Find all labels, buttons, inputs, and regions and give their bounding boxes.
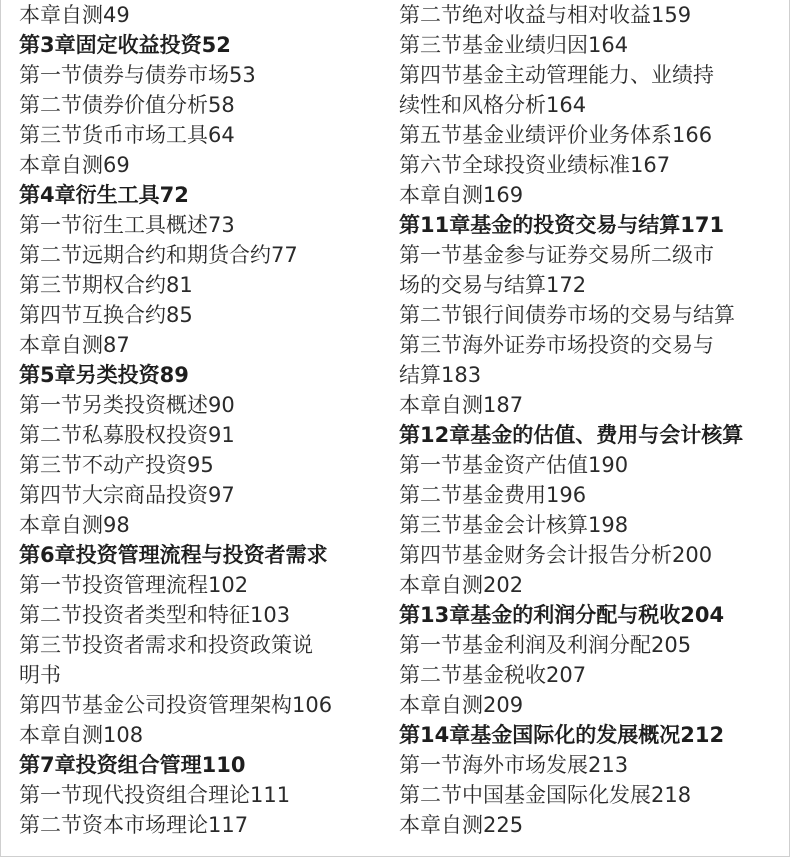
toc-chapter-heading: 第14章基金国际化的发展概况212 bbox=[399, 723, 725, 747]
toc-entry: 本章自测49 bbox=[19, 3, 130, 27]
toc-entry: 第一节债券与债券市场53 bbox=[19, 63, 256, 87]
toc-entry: 第五节基金业绩评价业务体系166 bbox=[399, 123, 713, 147]
toc-entry: 第四节基金财务会计报告分析200 bbox=[399, 543, 713, 567]
toc-chapter-heading: 第6章投资管理流程与投资者需求 bbox=[19, 543, 328, 567]
toc-entry: 本章自测87 bbox=[19, 333, 130, 357]
toc-entry: 本章自测98 bbox=[19, 513, 130, 537]
toc-entry: 第二节绝对收益与相对收益159 bbox=[399, 3, 692, 27]
toc-entry: 第三节投资者需求和投资政策说 bbox=[19, 633, 313, 657]
toc-entry: 第一节另类投资概述90 bbox=[19, 393, 235, 417]
toc-chapter-heading: 第4章衍生工具72 bbox=[19, 183, 189, 207]
toc-entry: 第二节基金税收207 bbox=[399, 663, 587, 687]
toc-chapter-heading: 第11章基金的投资交易与结算171 bbox=[399, 213, 725, 237]
toc-entry: 第二节债券价值分析58 bbox=[19, 93, 235, 117]
toc-entry: 本章自测169 bbox=[399, 183, 524, 207]
toc-entry: 第二节私募股权投资91 bbox=[19, 423, 235, 447]
toc-entry: 第一节基金资产估值190 bbox=[399, 453, 629, 477]
toc-right-column bbox=[399, 0, 784, 840]
toc-chapter-heading: 第3章固定收益投资52 bbox=[19, 33, 231, 57]
toc-chapter-heading: 第7章投资组合管理110 bbox=[19, 753, 246, 777]
toc-entry: 第一节海外市场发展213 bbox=[399, 753, 629, 777]
toc-chapter-heading: 第5章另类投资89 bbox=[19, 363, 189, 387]
toc-entry: 第三节不动产投资95 bbox=[19, 453, 214, 477]
toc-entry: 场的交易与结算172 bbox=[399, 273, 587, 297]
toc-entry: 第三节期权合约81 bbox=[19, 273, 193, 297]
toc-entry: 第二节资本市场理论117 bbox=[19, 813, 249, 837]
toc-entry: 第三节基金会计核算198 bbox=[399, 513, 629, 537]
toc-entry: 第一节投资管理流程102 bbox=[19, 573, 249, 597]
toc-chapter-heading: 第13章基金的利润分配与税收204 bbox=[399, 603, 725, 627]
toc-entry: 第三节基金业绩归因164 bbox=[399, 33, 629, 57]
toc-entry: 第四节基金公司投资管理架构106 bbox=[19, 693, 333, 717]
toc-chapter-heading: 第12章基金的估值、费用与会计核算 bbox=[399, 423, 744, 447]
toc-left-column bbox=[19, 0, 389, 840]
toc-entry: 第二节远期合约和期货合约77 bbox=[19, 243, 298, 267]
toc-entry: 第六节全球投资业绩标准167 bbox=[399, 153, 671, 177]
toc-entry: 第三节海外证券市场投资的交易与 bbox=[399, 333, 714, 357]
toc-entry: 本章自测108 bbox=[19, 723, 144, 747]
toc-entry: 第二节基金费用196 bbox=[399, 483, 587, 507]
toc-entry: 第三节货币市场工具64 bbox=[19, 123, 235, 147]
toc-entry: 续性和风格分析164 bbox=[399, 93, 587, 117]
toc-entry: 第一节现代投资组合理论111 bbox=[19, 783, 291, 807]
toc-entry: 本章自测202 bbox=[399, 573, 524, 597]
toc-entry: 明书 bbox=[19, 663, 61, 687]
toc-entry: 第二节中国基金国际化发展218 bbox=[399, 783, 692, 807]
toc-entry: 本章自测187 bbox=[399, 393, 524, 417]
toc-entry: 第一节基金参与证券交易所二级市 bbox=[399, 243, 714, 267]
toc-entry: 第一节基金利润及利润分配205 bbox=[399, 633, 692, 657]
toc-entry: 本章自测69 bbox=[19, 153, 130, 177]
toc-entry: 第二节银行间债券市场的交易与结算 bbox=[399, 303, 735, 327]
toc-entry: 第四节基金主动管理能力、业绩持 bbox=[399, 63, 714, 87]
toc-entry: 第二节投资者类型和特征103 bbox=[19, 603, 291, 627]
toc-entry: 结算183 bbox=[399, 363, 482, 387]
toc-entry: 本章自测209 bbox=[399, 693, 524, 717]
toc-entry: 第四节互换合约85 bbox=[19, 303, 193, 327]
toc-entry: 本章自测225 bbox=[399, 813, 524, 837]
toc-entry: 第四节大宗商品投资97 bbox=[19, 483, 235, 507]
toc-entry: 第一节衍生工具概述73 bbox=[19, 213, 235, 237]
